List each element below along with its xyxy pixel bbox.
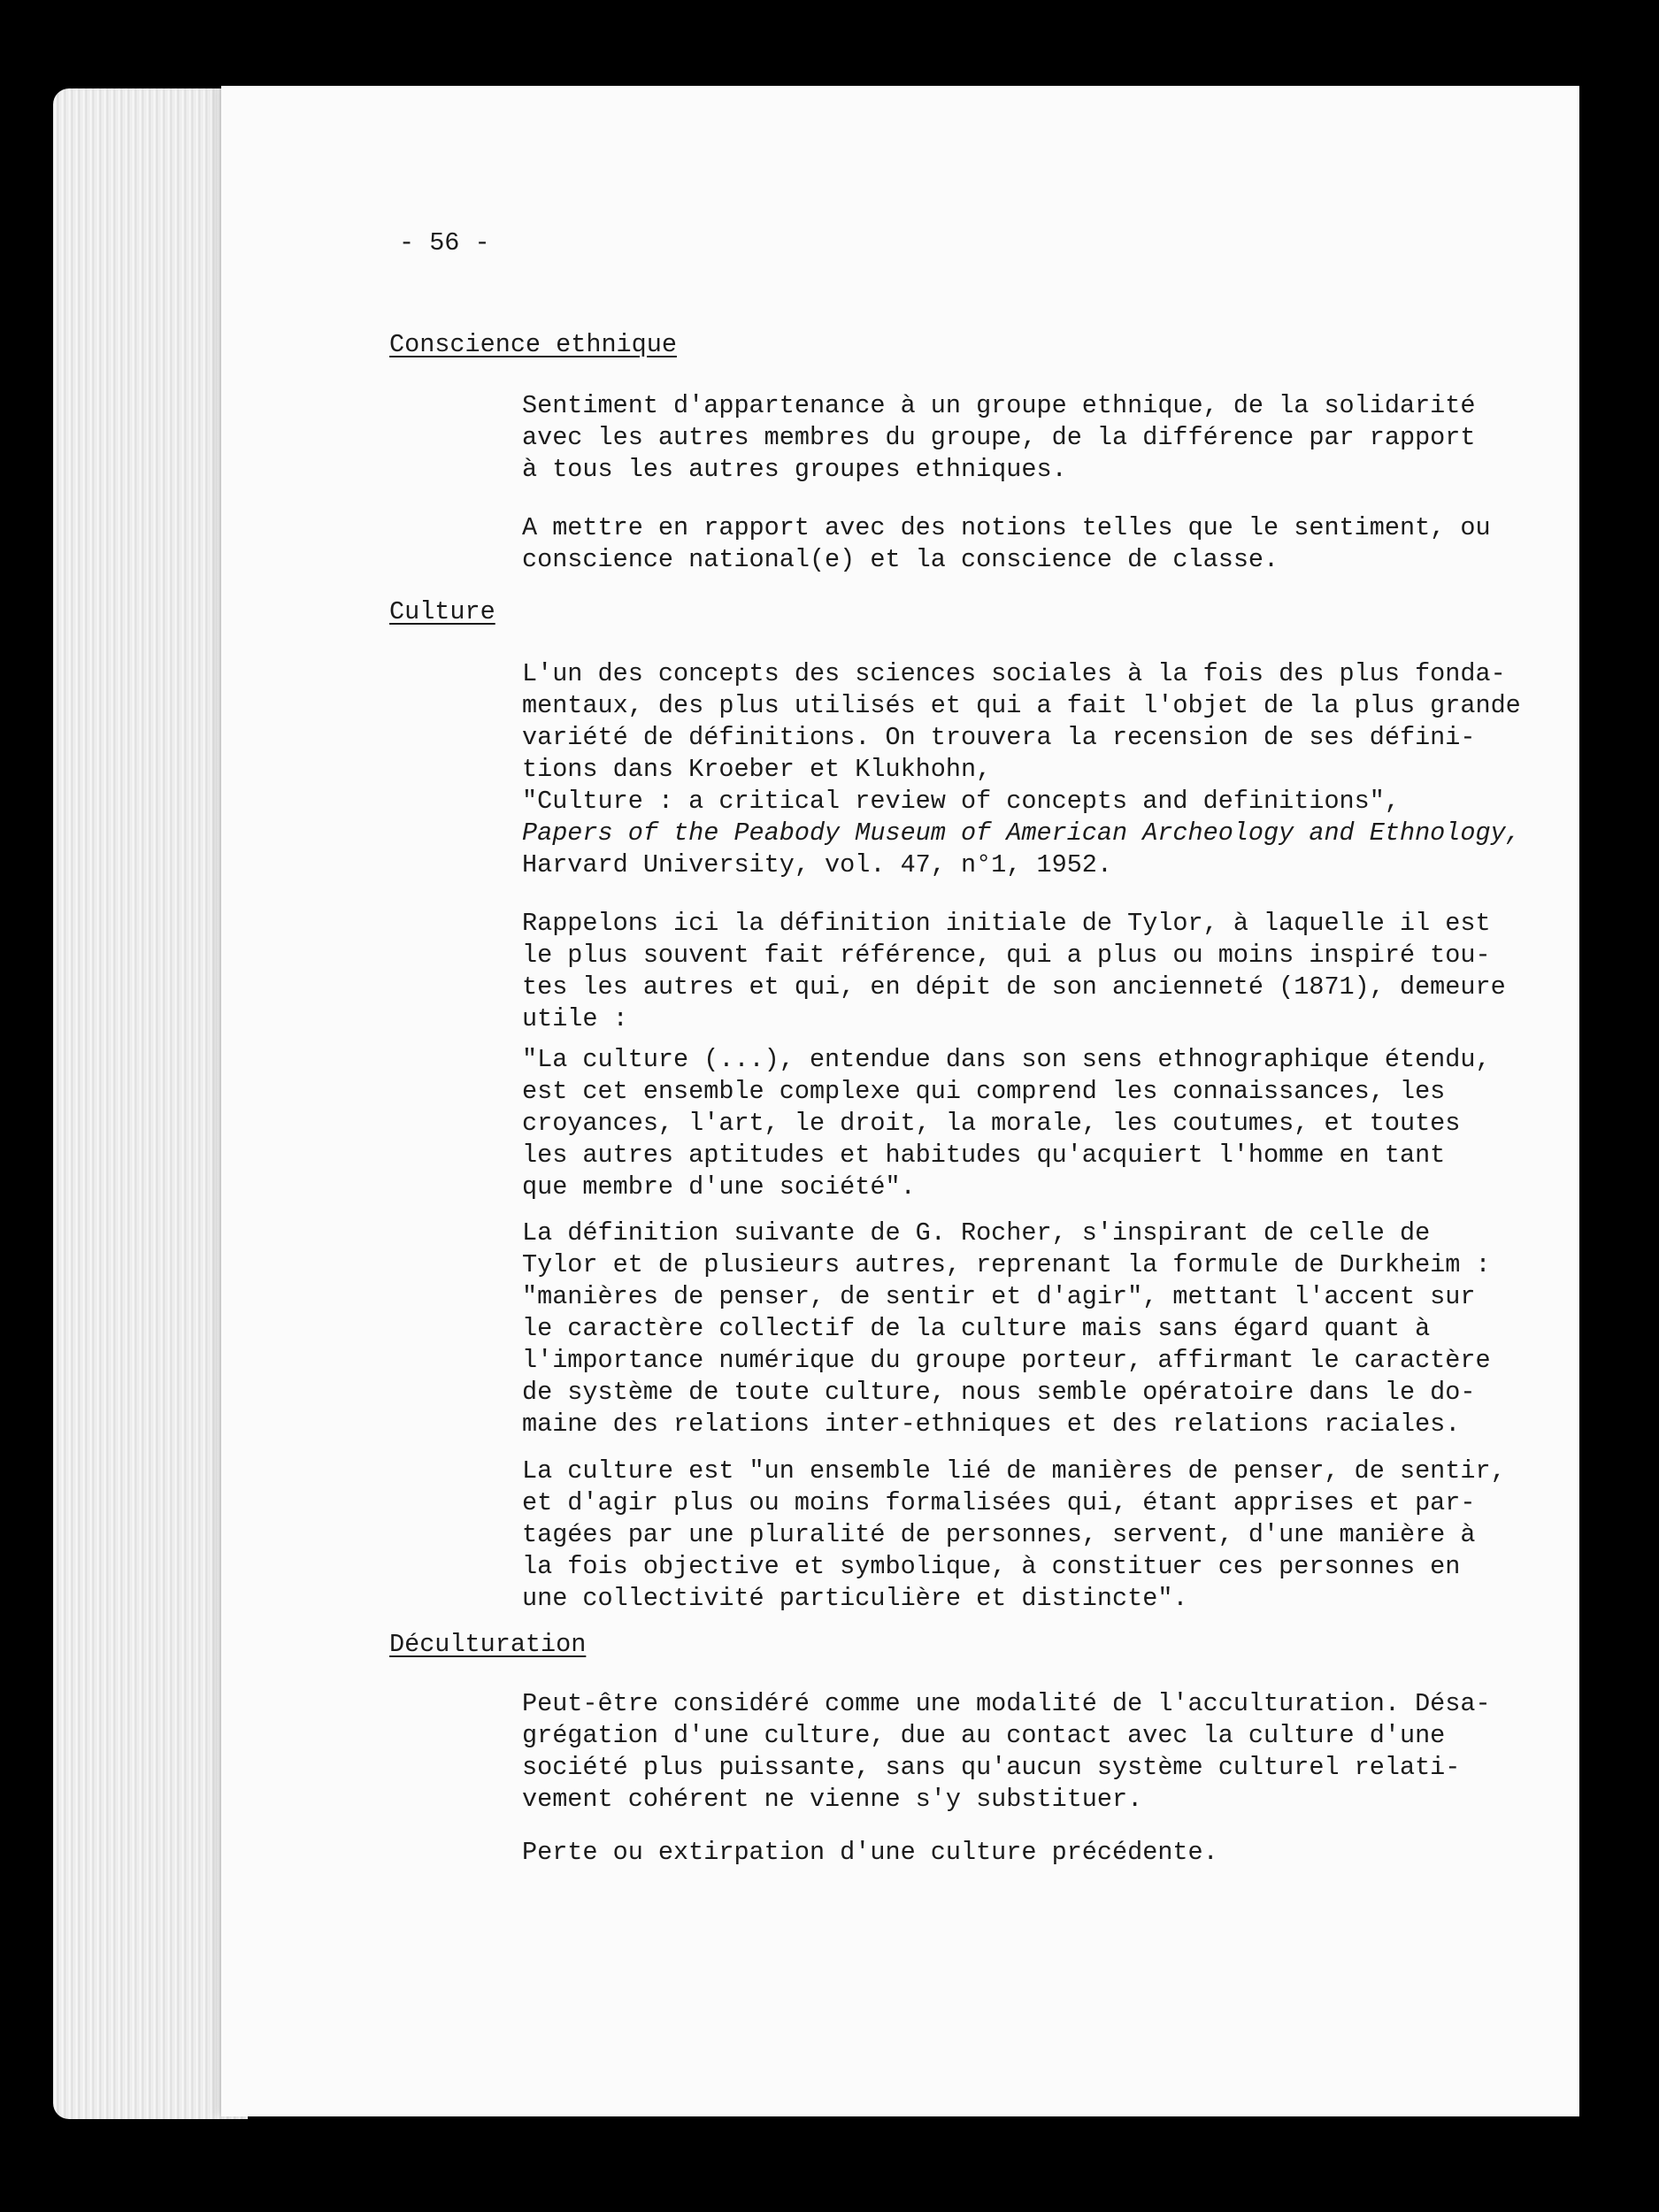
quote-tylor-definition: "La culture (...), entendue dans son sens ethnographique étendu, est cet ensemble complexe qui comprend les connaissances, les croyances, l'art, le droit, la morale, les coutumes, et toutes les autres aptitudes et habitudes qu'acquiert l'homme en tant que membre d'une société". [522, 1045, 1491, 1202]
citation-journal: Papers of the Peabody Museum of American Archeology and Ethnology, [522, 818, 1521, 848]
paragraph-conscience-note: A mettre en rapport avec des notions telles que le sentiment, ou conscience national(e) et la conscience de classe. [522, 513, 1491, 574]
heading-deculturation: Déculturation [389, 1630, 587, 1659]
page-number: - 56 - [399, 228, 490, 257]
paragraph-deculturation-definition: Peut-être considéré comme une modalité de l'acculturation. Désa- grégation d'une culture, due au contact avec la culture d'une société plus puissante, sans qu'aucun système culturel relati- vement cohérent ne vienne s'y substituer. [522, 1689, 1491, 1814]
quote-rocher-definition: La culture est "un ensemble lié de manières de penser, de sentir, et d'agir plus ou moins formalisées qui, étant apprises et par- tagées par une pluralité de personnes, servent, d'une manière à la fois objective et symbolique, à constituer ces personnes en une collectivité particulière et distincte". [522, 1456, 1506, 1613]
paragraph-conscience-definition: Sentiment d'appartenance à un groupe ethnique, de la solidarité avec les autres membres du groupe, de la différence par rapport à tous les autres groupes ethniques. [522, 391, 1476, 484]
paragraph-culture-intro: L'un des concepts des sciences sociales à la fois des plus fonda- mentaux, des plus utilisés et qui a fait l'objet de la plus grande variété de définitions. On trouvera la recension de ses défini- tions dans Kroeber et Klukhohn, "Culture : a critical review of concepts and definitions", [522, 659, 1521, 816]
heading-conscience-ethnique: Conscience ethnique [389, 330, 677, 359]
paragraph-tylor-intro: Rappelons ici la définition initiale de Tylor, à laquelle il est le plus souvent fait référence, qui a plus ou moins inspiré tou- tes les autres et qui, en dépit de son ancienneté (1871), demeure utile : [522, 909, 1506, 1033]
paragraph-rocher-intro: La définition suivante de G. Rocher, s'inspirant de celle de Tylor et de plusieurs autres, reprenant la formule de Durkheim : "manières de penser, de sentir et d'agir", mettant l'accent sur le caractère collectif de la culture mais sans égard quant à l'importance numérique du groupe porteur, affirmant le caractère de système de toute culture, nous semble opératoire dans le do- maine des relations inter-ethniques et des relations raciales. [522, 1218, 1491, 1439]
citation-publisher: Harvard University, vol. 47, n°1, 1952. [522, 850, 1113, 879]
paragraph-deculturation-note: Perte ou extirpation d'une culture précédente. [522, 1838, 1218, 1867]
page-stack-edges [53, 88, 248, 2119]
heading-culture: Culture [389, 597, 495, 626]
